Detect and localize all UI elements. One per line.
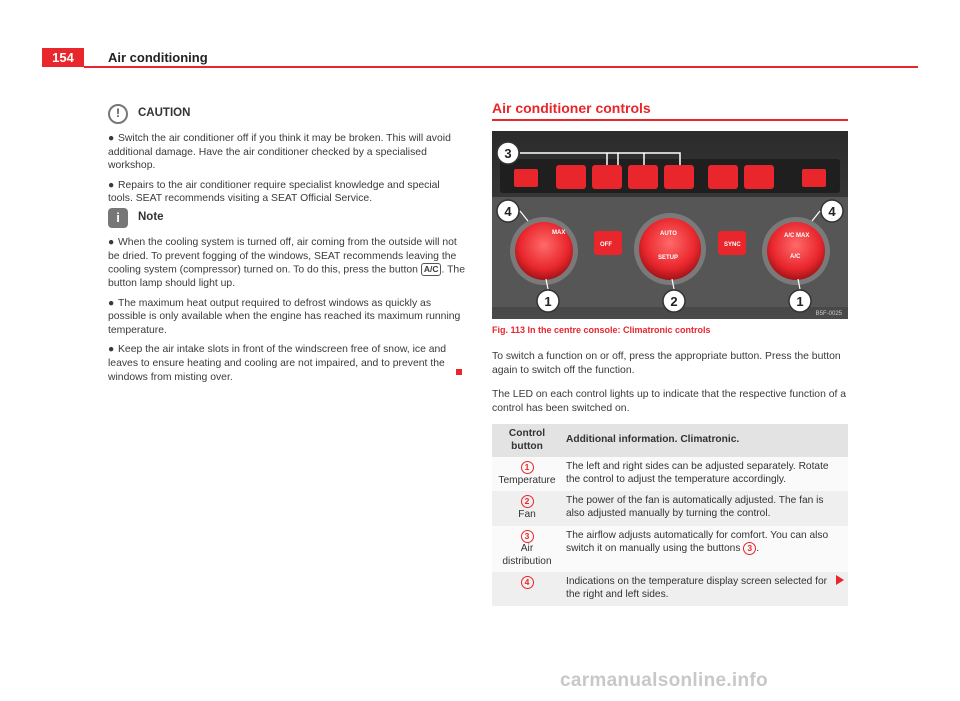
note-heading: Note <box>138 211 164 224</box>
info-icon: i <box>108 208 128 228</box>
ac-max-label: A/C MAX <box>784 233 810 239</box>
page-title: Air conditioning <box>108 50 208 65</box>
page-number: 154 <box>42 48 84 67</box>
note-item: ● Keep the air intake slots in front of the windscreen free of snow, ice and leaves to ensure heating and cooling are not impaired, and to prevent the windows from misting over. <box>108 344 447 383</box>
callout-3: 3 <box>504 146 512 161</box>
note-item: ● The maximum heat output required to defrost windows as quickly as possible is only available when the engine has reached its maximum running temperature. <box>108 297 461 336</box>
max-label: MAX <box>552 230 566 236</box>
right-display-button <box>802 169 826 187</box>
header-rule <box>84 66 918 68</box>
ref-number: 2 <box>521 495 534 508</box>
section-end-marker <box>456 369 462 375</box>
table-row: 3 Air distribution The airflow adjusts automatically for comfort. You can also switch it on manually using the buttons 3 . <box>492 526 848 573</box>
figure-code: B5F-0025 <box>815 311 842 317</box>
sync-label: SYNC <box>724 242 741 248</box>
table-row: 1 Temperature The left and right sides can be adjusted separately. Rotate the control to adjust the temperature accordingly. <box>492 457 848 491</box>
callout-2: 2 <box>670 294 678 309</box>
callout-4-right: 4 <box>828 204 836 219</box>
note-block <box>108 208 466 390</box>
paragraph-2: The LED on each control lights up to indicate that the respective function of a control has been switched on. <box>492 389 847 414</box>
ref-number: 3 <box>743 542 756 555</box>
callout-1-left: 1 <box>544 294 552 309</box>
ac-label: A/C <box>790 254 801 260</box>
caution-item: ● Repairs to the air conditioner require specialist knowledge and special tools. SEAT recommends visiting a SEAT Official Service. <box>108 179 440 205</box>
climatronic-figure <box>492 131 848 319</box>
figure-caption: Fig. 113 In the centre console: Climatronic controls <box>492 325 711 335</box>
fan-knob <box>639 218 701 280</box>
section-rule <box>492 119 848 121</box>
caution-heading: CAUTION <box>138 107 191 120</box>
callout-4-left: 4 <box>504 204 512 219</box>
table-header: Additional information. Climatronic. <box>562 424 848 457</box>
setup-label: SETUP <box>658 255 679 261</box>
ref-number: 1 <box>521 461 534 474</box>
off-label: OFF <box>600 242 612 248</box>
ref-number: 4 <box>521 576 534 589</box>
auto-label: AUTO <box>660 231 677 237</box>
continue-arrow-icon <box>836 575 844 585</box>
section-title: Air conditioner controls <box>492 100 651 116</box>
table-row: 4 Indications on the temperature display screen selected for the right and left sides. <box>492 572 848 605</box>
exclamation-icon: ! <box>108 104 128 124</box>
controls-table <box>492 424 848 606</box>
note-item: ● When the cooling system is turned off, air coming from the outside will not be dried. To prevent fogging of the windows, SEAT recommends leaving the cooling system (compressor) turned on. To do this, press the button A/C . The button lamp should light up. <box>108 237 465 290</box>
table-header: Control button <box>492 424 562 457</box>
callout-1-right: 1 <box>796 294 804 309</box>
caution-block <box>108 104 466 212</box>
left-display-button <box>514 169 538 187</box>
watermark: carmanualsonline.info <box>560 670 768 691</box>
ac-key-symbol: A/C <box>421 263 442 276</box>
table-row: 2 Fan The power of the fan is automatically adjusted. The fan is also adjusted manually by turning the control. <box>492 491 848 525</box>
right-temperature-knob <box>767 222 825 280</box>
paragraph-1: To switch a function on or off, press the appropriate button. Press the button again to switch off the function. <box>492 351 841 376</box>
caution-item: ● Switch the air conditioner off if you think it may be broken. This will avoid additional damage. Have the air conditioner checked by a specialised workshop. <box>108 133 451 172</box>
ref-number: 3 <box>521 530 534 543</box>
